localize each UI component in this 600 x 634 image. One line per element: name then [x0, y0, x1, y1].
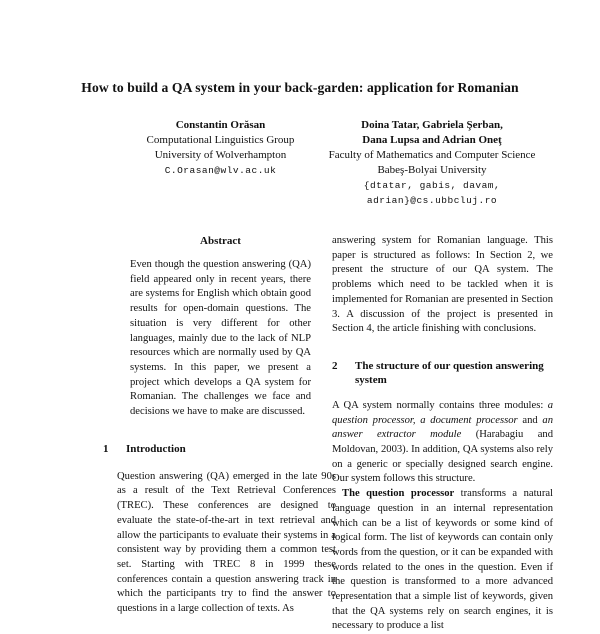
- author-block-2: [302, 118, 562, 208]
- text-span-bold: The question processor: [342, 488, 455, 500]
- abstract-heading: Abstract: [200, 235, 241, 247]
- section-1-text: Question answering (QA) emerged in the late 90s as a result of the Text Retrieval Conferences (TREC). These conferences are designed to evaluate the state-of-the-art in text retrieval and allow the participants to evaluate their systems in a consistent way by providing them a common test set. Starting with TREC 8 in 1999 these conferences contain a question answering track in which the participants try to find the answer to questions in a large collection of texts. As: [117, 470, 336, 615]
- section-number: 1: [103, 442, 109, 455]
- author-affiliation: Faculty of Mathematics and Computer Science: [328, 149, 536, 161]
- intro-continuation: answering system for Romanian language. This paper is structured as follows: In Section 2, we present the structure of our QA system. The problems which need to be tackled when it is implemented for Romanian are presented in Section 3. A discussion of the project is presented in Section 4, the article finishing with conclusions.: [332, 235, 553, 335]
- text-span: A QA system normally contains three modules:: [332, 399, 548, 411]
- section-1-heading: [103, 442, 322, 456]
- author-affiliation: Babeş-Bolyai University: [377, 164, 487, 176]
- author-name: Doina Tatar, Gabriela Şerban,: [361, 119, 503, 131]
- right-column: [332, 234, 553, 634]
- author-affiliation: University of Wolverhampton: [154, 149, 287, 161]
- author-email: adrian}@cs.ubbcluj.ro: [366, 195, 498, 206]
- author-name: Constantin Orăsan: [175, 119, 266, 131]
- section-2-paragraph-2: [332, 487, 553, 634]
- section-title: The structure of our question answering system: [355, 359, 544, 386]
- section-title: Introduction: [126, 442, 186, 455]
- text-span: and: [517, 414, 543, 426]
- text-span-italic: a question processor, a document processor: [332, 399, 553, 426]
- author-affiliation: Computational Linguistics Group: [146, 134, 295, 146]
- paper-title: How to build a QA system in your back-garden: application for Romanian: [81, 80, 519, 95]
- section-number: 2: [332, 359, 338, 372]
- author-email: C.Orasan@wlv.ac.uk: [164, 165, 277, 176]
- left-column: [103, 234, 336, 617]
- section-2-heading: [332, 359, 553, 387]
- text-span: transforms a natural language question in an internal representation which can be a list of keywords or some kind of logical form. The list of keywords can contain only words from the question, or it can be expanded with words related to the ones in the question. Even if the question is transformed to a more advanced representation that a simple list of keywords, given that the QA systems rely on search engines, it is necessary to produce a list: [332, 488, 553, 632]
- author-email: {dtatar, gabis, davam,: [363, 180, 501, 191]
- text-span-italic: an answer extractor module: [332, 414, 554, 441]
- section-2-paragraph-1: [332, 399, 553, 487]
- author-name: Dana Lupsa and Adrian Oneţ: [362, 134, 502, 146]
- author-block-1: [133, 118, 308, 178]
- abstract-text: Even though the question answering (QA) field appeared only in recent years, there are systems for English which obtain good results for open-domain questions. The situation is very different for other languages, mainly due to the lack of NLP resources which are normally used by QA systems. In this paper, we present a project which develops a QA system for Romanian. The challenges we face and decisions we have to make are discussed.: [130, 259, 311, 418]
- abstract-body: [117, 258, 324, 420]
- text-span: (Harabagiu and Moldovan, 2003). In addition, QA systems also rely on a generic or specially designed search engine. Our system follows this structure.: [332, 429, 553, 485]
